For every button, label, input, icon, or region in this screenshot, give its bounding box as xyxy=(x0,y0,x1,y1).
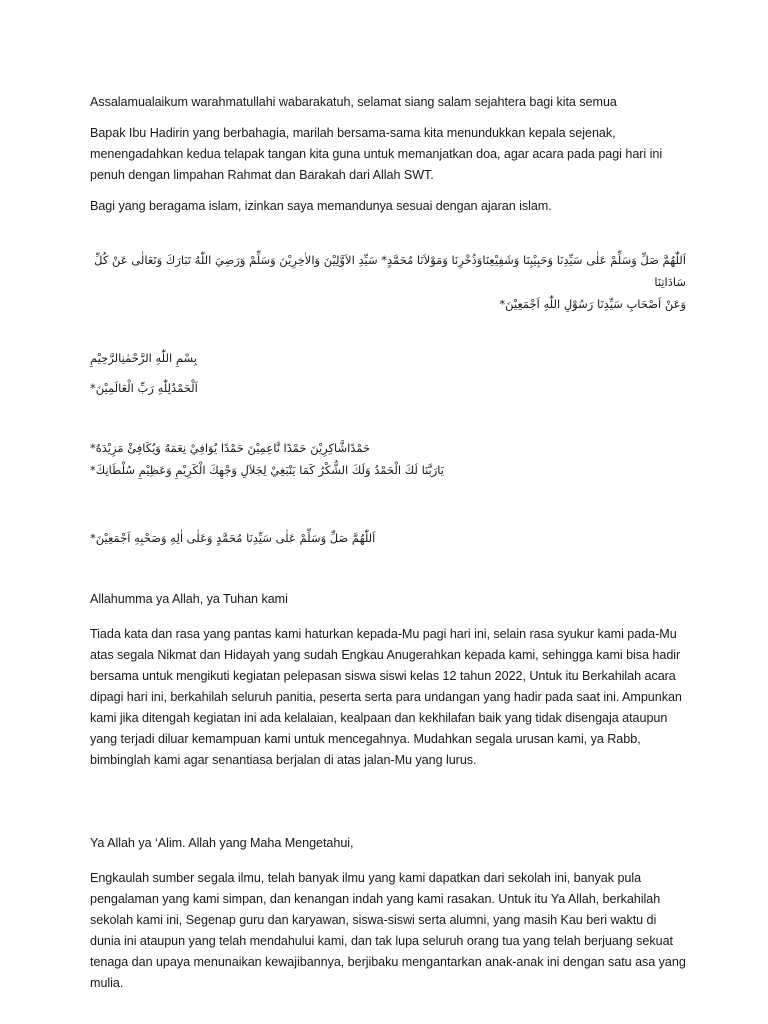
arabic-bismillah-block xyxy=(90,347,686,399)
prayer-paragraph-1: Tiada kata dan rasa yang pantas kami haturkan kepada-Mu pagi hari ini, selain rasa syukur kami pada-Mu atas segala Nikmat dan Hidayah yang sudah Engkau Anugerahkan kepada kami, sehingga kami bisa hadir bersama untuk mengikuti kegiatan pelepasan siswa siswi kelas 12 tahun 2022, Untuk itu Berkahilah acara dipagi hari ini, berkahilah seluruh panitia, peserta serta para undangan yang hadir pada saat ini. Ampunkan kami jika ditengah kegiatan ini ada kelalaian, kealpaan dan kekhilafan baik yang tidak disengaja ataupun yang terjadi diluar kemampuan kami untuk mencegahnya. Mudahkan segala urusan kami, ya Rabb, bimbinglah kami agar senantiasa berjalan di atas jalan-Mu yang lurus. xyxy=(90,627,682,767)
arabic-hamd-line-1: حَمْدًاشَّاكِرِيْنَ حَمْدًا نَّاعِمِيْنَ حَمْدًا يُوَافِيْ نِعَمَهُ وَيُكَافِئْ مَزِيْدَهُ* xyxy=(90,441,371,455)
arabic-bismillah: بِسْمِ اللّٰهِ الرَّحْمٰنِالرَّحِيْمِ xyxy=(90,351,197,365)
arabic-salawat-short-block xyxy=(90,527,686,549)
invocation-1: Allahumma ya Allah, ya Tuhan kami xyxy=(90,592,288,606)
intro-paragraph: Bapak Ibu Hadirin yang berbahagia, marilah bersama-sama kita menundukkan kepala sejenak, menengadahkan kedua telapak tangan kita guna untuk memanjatkan doa, agar acara pada pagi hari ini penuh dengan limpahan Rahmat dan Barakah dari Allah SWT. xyxy=(90,126,663,182)
arabic-salawat-line-2: وَعَنْ اَصْحَابِ سَيِّدِنَا رَسُوْلِ اللّٰهِ اَجْمَعِيْنَ* xyxy=(499,297,686,311)
arabic-hamd-block xyxy=(90,437,686,481)
greeting-text: Assalamualaikum warahmatullahi wabarakatuh, selamat siang salam sejahtera bagi kita semua xyxy=(90,95,617,109)
permission-text: Bagi yang beragama islam, izinkan saya memandunya sesuai dengan ajaran islam. xyxy=(90,199,552,213)
prayer-paragraph-2: Engkaulah sumber segala ilmu, telah banyak ilmu yang kami dapatkan dari sekolah ini, banyak pula pengalaman yang kami simpan, dan kenangan indah yang kami rasakan. Untuk itu Ya Allah, berkahilah sekolah kami ini, Segenap guru dan karyawan, siswa-siswi serta alumni, yang masih Kau beri waktu di dunia ini ataupun yang telah mendahului kami, dan tak lupa seluruh orang tua yang telah berjuang sekuat tenaga dan upaya menunaikan kewajibannya, berjibaku mengantarkan anak-anak ini dengan satu asa yang mulia. xyxy=(90,871,686,990)
arabic-hamdalah: اَلْحَمْدُلِلّٰهِ رَبِّ الْعَالَمِيْنَ* xyxy=(90,381,198,395)
arabic-hamd-line-2: يَارَبَّنَا لَكَ الْحَمْدُ وَلَكَ الشُّكْرُ كَمَا يَنْبَغِيْ لِجَلاَلِ وَجْهِكَ الْكَرِيْمِ وَعَظِيْمِ سُلْطَانِكَ* xyxy=(90,463,444,477)
arabic-salawat-block xyxy=(90,249,686,315)
arabic-salawat-line-1: اَللّٰهُمَّ صَلِّ وَسَلِّمْ عَلٰى سَيِّدِنَا وَحَبِيْبِنَا وَشَفِيْعِنَاوَذُخْرِنَا وَمَوْلاَنَا مُحَمَّدٍ* سَيِّدِ الاَوَّلِيْنَ وَالاٰخِرِيْنَ وَسَلِّمْ وَرَضِيَ اللّٰهُ تَبَارَكَ وَتَعَالٰى عَنْ كُلِّ سَادَاتِنَا xyxy=(94,253,686,289)
arabic-salawat-short: اَللّٰهُمَّ صَلِّ وَسَلِّمْ عَلٰى سَيِّدِنَا مُحَمَّدٍ وَعَلٰى اٰلِهِ وَصَحْبِهِ اَجْمَعِيْنَ* xyxy=(90,531,376,545)
invocation-2: Ya Allah ya ‘Alim. Allah yang Maha Mengetahui, xyxy=(90,836,354,850)
